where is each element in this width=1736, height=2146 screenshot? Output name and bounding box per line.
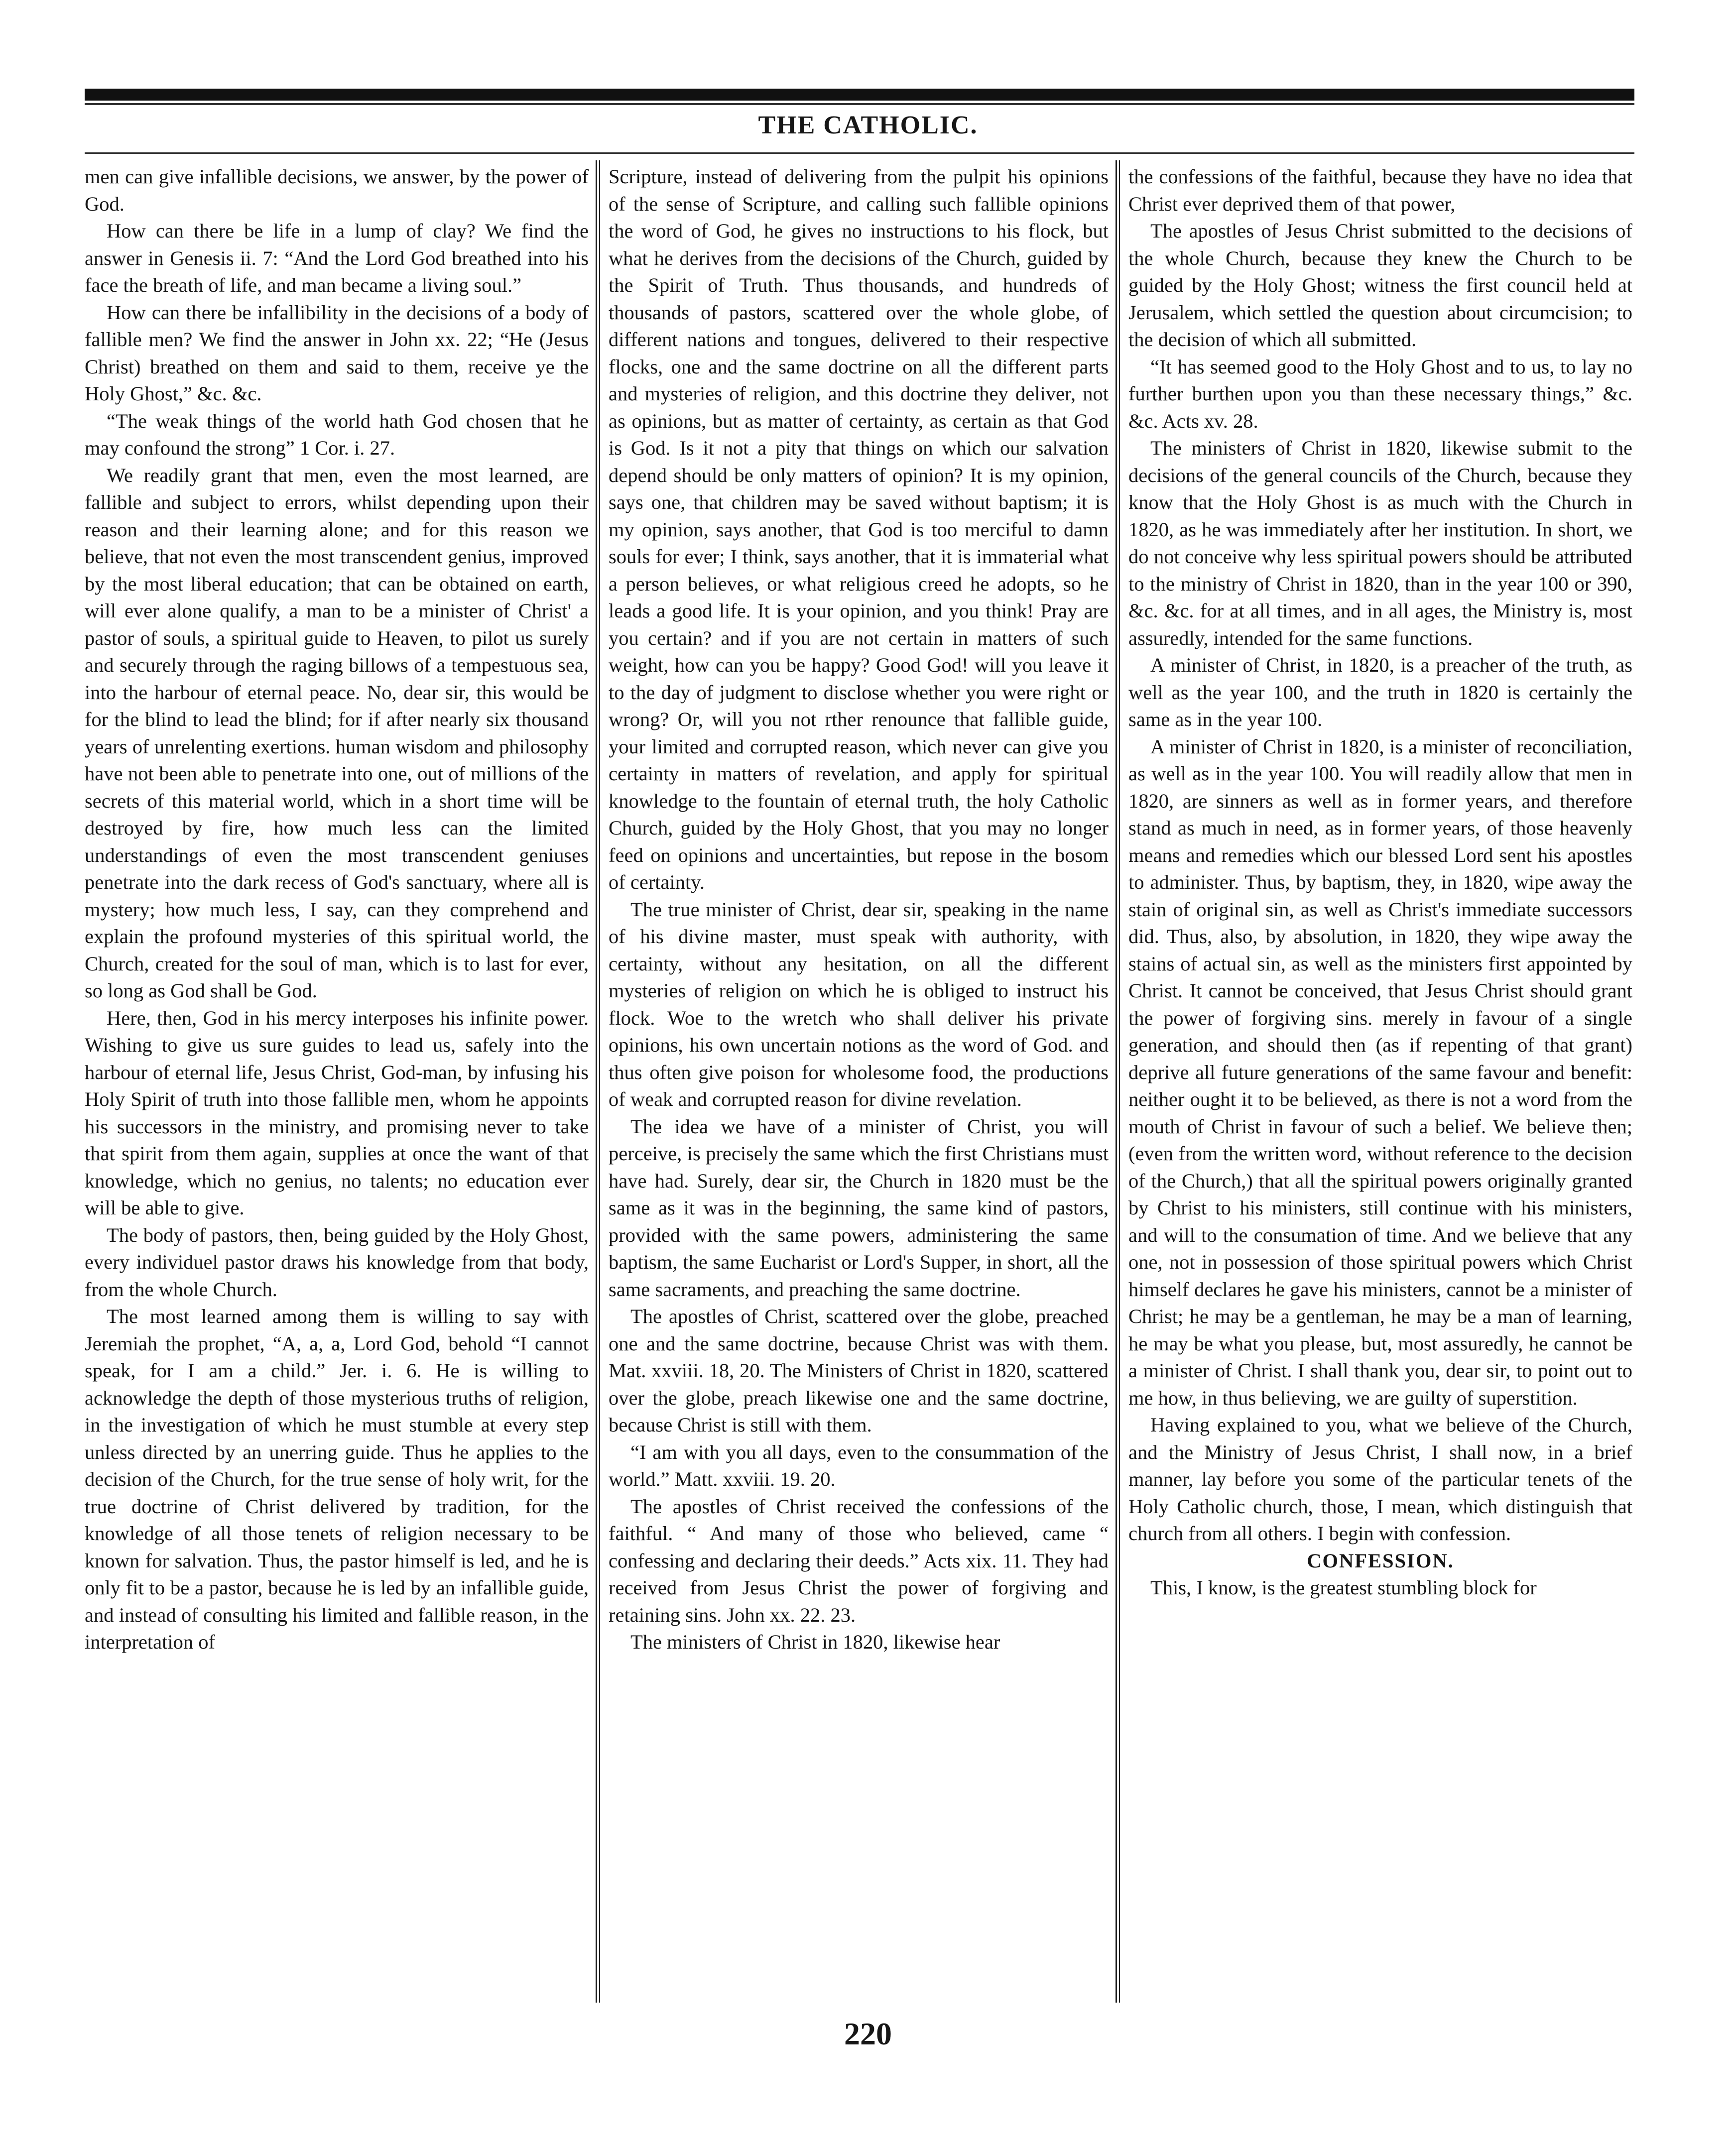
paragraph: A minister of Christ, in 1820, is a preacher of the truth, as well as the year 100, and the truth in 1820 is certainly the same as in the year 100. — [1128, 654, 1632, 730]
paragraph: The apostles of Christ received the confessions of the faithful. “ And many of those who believed, came “ confessing and declaring their deeds.” Acts xix. 11. They had received from Jesus Christ the power of forgiving and retaining sins. John xx. 22. 23. — [609, 1495, 1109, 1626]
paragraph: The apostles of Jesus Christ submitted to the decisions of the whole Church, because they knew the Church to be guided by the Holy Ghost; witness the first council held at Jerusalem, which settled the question about circumcision; to the decision of which all submitted. — [1128, 220, 1632, 351]
page-number: 220 — [844, 2016, 892, 2051]
paragraph: We readily grant that men, even the most learned, are fallible and subject to errors, whilst depending upon their reason and their learning alone; and for this reason we believe, that not even the most transcendent genius, improved by the most liberal education; that can be obtained on earth, will ever alone qualify, a man to be a minister of Christ' a pastor of souls, a spiritual guide to Heaven, to pilot us surely and securely through the raging billows of a tempestuous sea, into the harbour of eternal peace. No, dear sir, this would be for the blind to lead the blind; for if after nearly six thousand years of unrelenting exertions. human wisdom and philosophy have not been able to penetrate into one, out of millions of the secrets of this material world, which in a short time will be destroyed by fire, how much less can the limited understandings of even the most transcendent geniuses penetrate into the dark recess of God's sanctuary, where all is mystery; how much less, I say, can they comprehend and explain the profound mysteries of this spiritual world, the Church, created for the soul of man, which is to last for ever, so long as God shall be God. — [85, 464, 589, 1002]
paragraph: The true minister of Christ, dear sir, speaking in the name of his divine master, must speak with authority, with certainty, without any hesitation, on all the different mysteries of religion on which he is obliged to instruct his flock. Woe to the wretch who shall deliver his private opinions, his own uncertain notions as the word of God. and thus often give poison for wholesome food, the productions of weak and corrupted reason for divine revelation. — [609, 898, 1109, 1110]
column-divider-1b — [599, 160, 600, 2003]
paragraph: Scripture, instead of delivering from the pulpit his opinions of the sense of Scripture, and calling such fallible opinions the word of God, he gives no instructions to his flock, but what he derives from the decisions of the Church, guided by the Spirit of Truth. Thus thousands, and hundreds of thousands of pastors, scattered over the whole globe, of different nations and tongues, delivered to their respective flocks, one and the same doctrine on all the different parts and mysteries of religion, and this doctrine they deliver, not as opinions, but as matter of certainty, as certain as that God is God. Is it not a pity that things on which our salvation depend should be only matters of opinion? It is my opinion, says one, that children may be saved without baptism; it is my opinion, says another, that God is too merciful to damn souls for ever; I think, says another, that it is immaterial what a person believes, or what religious creed he adopts, so he leads a good life. It is your opinion, and you think! Pray are you certain? and if you are not certain in matters of such weight, how can you be happy? Good God! will you leave it to the day of judgment to disclose whether you were right or wrong? Or, will you not rther renounce that fallible guide, your limited and corrupted reason, which never can give you certainty in matters of revelation, and apply for spiritual knowledge to the fountain of eternal truth, the holy Catholic Church, guided by the Holy Ghost, that you may no longer feed on opinions and uncertainties, but repose in the bosom of certainty. — [609, 165, 1109, 893]
column-1 — [85, 163, 589, 1991]
paragraph: The idea we have of a minister of Christ, you will perceive, is precisely the same which the first Christians must have had. Surely, dear sir, the Church in 1820 must be the same as it was in the beginning, the same kind of pastors, provided with the same powers, administering the same baptism, the same Eucharist or Lord's Supper, in short, all the same sacraments, and preaching the same doctrine. — [609, 1115, 1109, 1301]
paragraph: “I am with you all days, even to the consummation of the world.” Matt. xxviii. 19. 20. — [609, 1440, 1109, 1490]
header-thick-rule — [85, 89, 1634, 101]
paragraph: This, I know, is the greatest stumbling block for — [1150, 1576, 1537, 1599]
paragraph: How can there be infallibility in the decisions of a body of fallible men? We find the answer in John xx. 22; “He (Jesus Christ) breathed on them and said to them, receive ye the Holy Ghost,” &c. &c. — [85, 301, 589, 405]
column-divider-2a — [1116, 160, 1117, 2003]
section-heading: CONFESSION. — [1307, 1549, 1454, 1572]
paragraph: men can give infallible decisions, we answer, by the power of God. — [85, 165, 589, 215]
paragraph: A minister of Christ in 1820, is a minister of reconciliation, as well as in the year 100. You will readily allow that men in 1820, are sinners as well as in former years, and therefore stand as much in need, as in former years, of those heavenly means and remedies which our blessed Lord sent his apostles to administer. Thus, by baptism, they, in 1820, wipe away the stain of original sin, as well as Christ's immediate successors did. Thus, also, by absolution, in 1820, they wipe away the stains of actual sin, as well as the ministers first appointed by Christ. It cannot be conceived, that Jesus Christ should grant the power of forgiving sins. merely in favour of a single generation, and should then (as if repenting of that grant) deprive all future generations of the same favour and benefit: neither ought it to be believed, as there is not a word from the mouth of Christ in favour of such a belief. We believe then; (even from the written word, without reference to the decision of the Church,) that all the spiritual powers originally granted by Christ to his ministers, still continue with his ministers, and will to the consumation of time. And we believe that any one, not in possession of those spiritual powers which Christ himself declares he gave his ministers, cannot be a minister of Christ; he may be a gentleman, he may be a man of learning, he may be what you please, but, most assuredly, he cannot be a minister of Christ. I shall thank you, dear sir, to point out to me how, in thus believing, we are guilty of superstition. — [1128, 735, 1632, 1409]
paragraph: Here, then, God in his mercy interposes his infinite power. Wishing to give us sure guides to lead us, safely into the harbour of eternal life, Jesus Christ, God-man, by infusing his Holy Spirit of truth into those fallible men, whom he appoints his successors in the ministry, and promising never to take that spirit from them again, supplies at once the want of that knowledge, which no genius, no talents; no education ever will be able to give. — [85, 1006, 589, 1219]
page-header-title: THE CATHOLIC. — [758, 111, 978, 139]
column-divider-2b — [1119, 160, 1120, 2003]
column-divider-1a — [596, 160, 597, 2003]
paragraph: the confessions of the faithful, because they have no idea that Christ ever deprived them of that power, — [1128, 165, 1632, 215]
paragraph: “The weak things of the world hath God chosen that he may confound the strong” 1 Cor. i. 27. — [85, 409, 589, 459]
paragraph: Having explained to you, what we believe of the Church, and the Ministry of Jesus Christ, I shall now, in a brief manner, lay before you some of the particular tenets of the Holy Catholic church, those, I mean, which distinguish that church from all others. I begin with confession. — [1128, 1414, 1632, 1545]
paragraph: The ministers of Christ in 1820, likewise submit to the decisions of the general councils of the Church, because they know that the Holy Ghost is as much with the Church in 1820, as he was immediately after her institution. In short, we do not conceive why less spiritual powers should be attributed to the ministry of Christ in 1820, than in the year 100 or 390, &c. &c. for at all times, and in all ages, the Ministry is, most assuredly, intended for the same functions. — [1128, 437, 1632, 649]
header-thin-rule — [85, 103, 1634, 105]
column-3 — [1128, 163, 1632, 1991]
paragraph: “It has seemed good to the Holy Ghost and to us, to lay no further burthen upon you than these necessary things,” &c. &c. Acts xv. 28. — [1128, 355, 1632, 432]
paragraph: The ministers of Christ in 1820, likewise hear — [630, 1631, 1000, 1653]
paragraph: The most learned among them is willing to say with Jeremiah the prophet, “A, a, a, Lord God, behold “I cannot speak, for I am a child.” Jer. i. 6. He is willing to acknowledge the depth of those mysterious truths of religion, in the investigation of which he must stumble at every step unless directed by an unerring guide. Thus he applies to the decision of the Church, for the true sense of holy writ, for the true doctrine of Christ delivered by tradition, for the knowledge of all those tenets of religion necessary to be known for salvation. Thus, the pastor himself is led, and he is only fit to be a pastor, because he is led by an infallible guide, and instead of consulting his limited and fallible reason, in the interpretation of — [85, 1305, 589, 1653]
paragraph: The apostles of Christ, scattered over the globe, preached one and the same doctrine, because Christ was with them. Mat. xxviii. 18, 20. The Ministers of Christ in 1820, scattered over the globe, preach likewise one and the same doctrine, because Christ is still with them. — [609, 1305, 1109, 1436]
header-under-rule — [85, 152, 1634, 154]
paragraph: How can there be life in a lump of clay? We find the answer in Genesis ii. 7: “And the Lord God breathed into his face the breath of life, and man became a living soul.” — [85, 220, 589, 296]
paragraph: The body of pastors, then, being guided by the Holy Ghost, every individuel pastor draws his knowledge from that body, from the whole Church. — [85, 1223, 589, 1301]
column-2 — [609, 163, 1109, 1991]
